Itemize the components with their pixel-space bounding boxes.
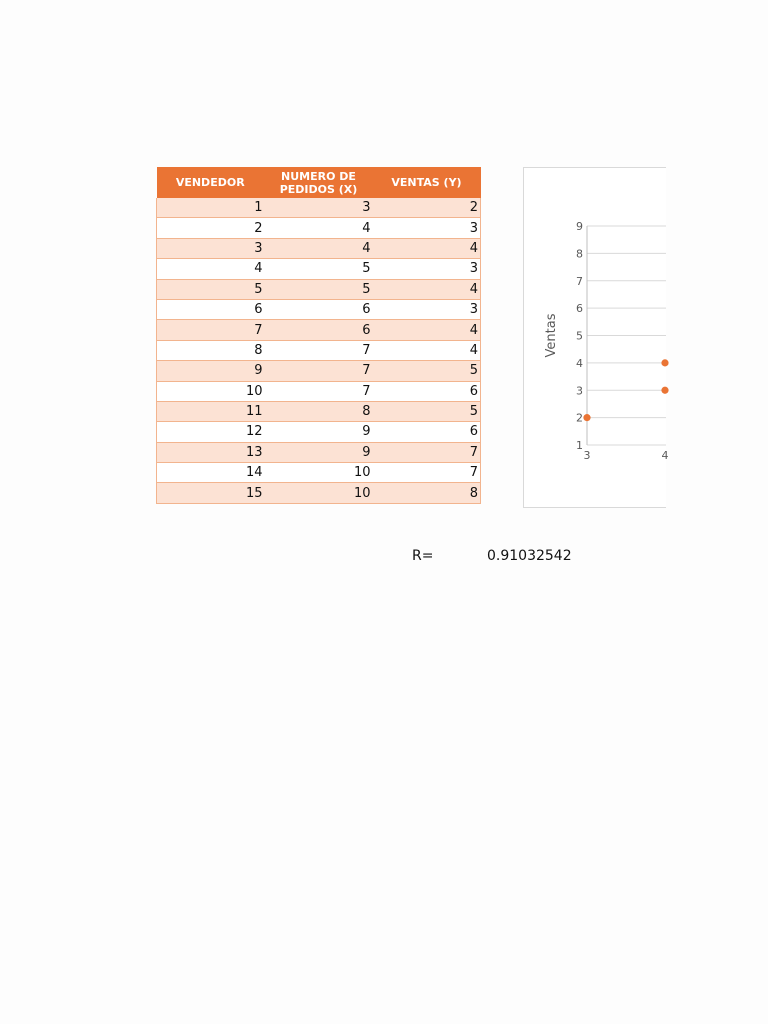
cell-vendedor[interactable]: 10 <box>157 381 265 401</box>
x-tick-label: 3 <box>583 449 591 462</box>
cell-ventas[interactable]: 4 <box>373 279 481 299</box>
cell-ventas[interactable]: 3 <box>373 218 481 238</box>
cell-vendedor[interactable]: 2 <box>157 218 265 238</box>
cell-ventas[interactable]: 3 <box>373 259 481 279</box>
cell-pedidos[interactable]: 6 <box>265 299 373 319</box>
header-ventas[interactable]: VENTAS (Y) <box>373 167 481 198</box>
table-row <box>157 381 481 401</box>
table-header-row <box>157 167 481 198</box>
scatter-point <box>661 359 668 366</box>
chart-svg <box>524 168 669 507</box>
cell-vendedor[interactable]: 6 <box>157 299 265 319</box>
cell-vendedor[interactable]: 15 <box>157 483 265 503</box>
y-tick-label: 3 <box>576 384 583 398</box>
header-vendedor[interactable]: VENDEDOR <box>157 167 265 198</box>
table-row <box>157 361 481 381</box>
sales-table <box>156 167 481 504</box>
scatter-chart[interactable] <box>523 167 669 508</box>
cell-pedidos[interactable]: 7 <box>265 340 373 360</box>
cell-vendedor[interactable]: 7 <box>157 320 265 340</box>
cell-ventas[interactable]: 6 <box>373 381 481 401</box>
cell-vendedor[interactable]: 12 <box>157 422 265 442</box>
cell-ventas[interactable]: 6 <box>373 422 481 442</box>
cell-ventas[interactable]: 3 <box>373 299 481 319</box>
cell-vendedor[interactable]: 8 <box>157 340 265 360</box>
correlation-label: R= <box>412 548 434 564</box>
header-numero-pedidos[interactable]: NUMERO DE PEDIDOS (X) <box>265 167 373 198</box>
table-row <box>157 198 481 218</box>
cell-vendedor[interactable]: 4 <box>157 259 265 279</box>
cell-ventas[interactable]: 4 <box>373 238 481 258</box>
cell-pedidos[interactable]: 4 <box>265 218 373 238</box>
y-tick-label: 9 <box>576 220 583 233</box>
table-row <box>157 238 481 258</box>
cell-vendedor[interactable]: 1 <box>157 198 265 218</box>
table-row <box>157 442 481 462</box>
table-row <box>157 483 481 503</box>
cell-vendedor[interactable]: 9 <box>157 361 265 381</box>
cell-vendedor[interactable]: 14 <box>157 463 265 483</box>
cell-ventas[interactable]: 5 <box>373 361 481 381</box>
table-row <box>157 422 481 442</box>
scatter-point <box>583 414 590 421</box>
correlation-value[interactable]: 0.91032542 <box>487 548 572 564</box>
cell-pedidos[interactable]: 3 <box>265 198 373 218</box>
cell-pedidos[interactable]: 8 <box>265 401 373 421</box>
cell-pedidos[interactable]: 10 <box>265 483 373 503</box>
table-body <box>157 198 481 503</box>
table-row <box>157 320 481 340</box>
table-row <box>157 463 481 483</box>
cell-ventas[interactable]: 8 <box>373 483 481 503</box>
cell-vendedor[interactable]: 5 <box>157 279 265 299</box>
cell-vendedor[interactable]: 13 <box>157 442 265 462</box>
cell-pedidos[interactable]: 10 <box>265 463 373 483</box>
y-tick-label: 6 <box>576 302 583 316</box>
cell-ventas[interactable]: 7 <box>373 463 481 483</box>
y-tick-label: 7 <box>576 274 583 288</box>
table-row <box>157 259 481 279</box>
cell-pedidos[interactable]: 7 <box>265 381 373 401</box>
cell-pedidos[interactable]: 5 <box>265 279 373 299</box>
y-axis-title: Ventas <box>544 313 559 358</box>
y-tick-label: 5 <box>576 329 583 343</box>
table-row <box>157 401 481 421</box>
x-tick-label: 4 <box>661 449 669 462</box>
table-row <box>157 340 481 360</box>
y-tick-label: 4 <box>576 356 583 370</box>
cell-pedidos[interactable]: 9 <box>265 422 373 442</box>
cell-ventas[interactable]: 5 <box>373 401 481 421</box>
y-tick-label: 8 <box>576 247 583 261</box>
cell-ventas[interactable]: 2 <box>373 198 481 218</box>
y-tick-label: 2 <box>576 411 583 425</box>
cell-pedidos[interactable]: 4 <box>265 238 373 258</box>
cell-ventas[interactable]: 4 <box>373 320 481 340</box>
cell-pedidos[interactable]: 6 <box>265 320 373 340</box>
table-row <box>157 218 481 238</box>
cell-vendedor[interactable]: 3 <box>157 238 265 258</box>
scatter-point <box>661 387 668 394</box>
table-row <box>157 279 481 299</box>
cell-vendedor[interactable]: 11 <box>157 401 265 421</box>
cell-pedidos[interactable]: 9 <box>265 442 373 462</box>
table-row <box>157 299 481 319</box>
y-tick-label: 1 <box>576 439 583 452</box>
cell-ventas[interactable]: 4 <box>373 340 481 360</box>
cell-pedidos[interactable]: 5 <box>265 259 373 279</box>
cell-ventas[interactable]: 7 <box>373 442 481 462</box>
cell-pedidos[interactable]: 7 <box>265 361 373 381</box>
